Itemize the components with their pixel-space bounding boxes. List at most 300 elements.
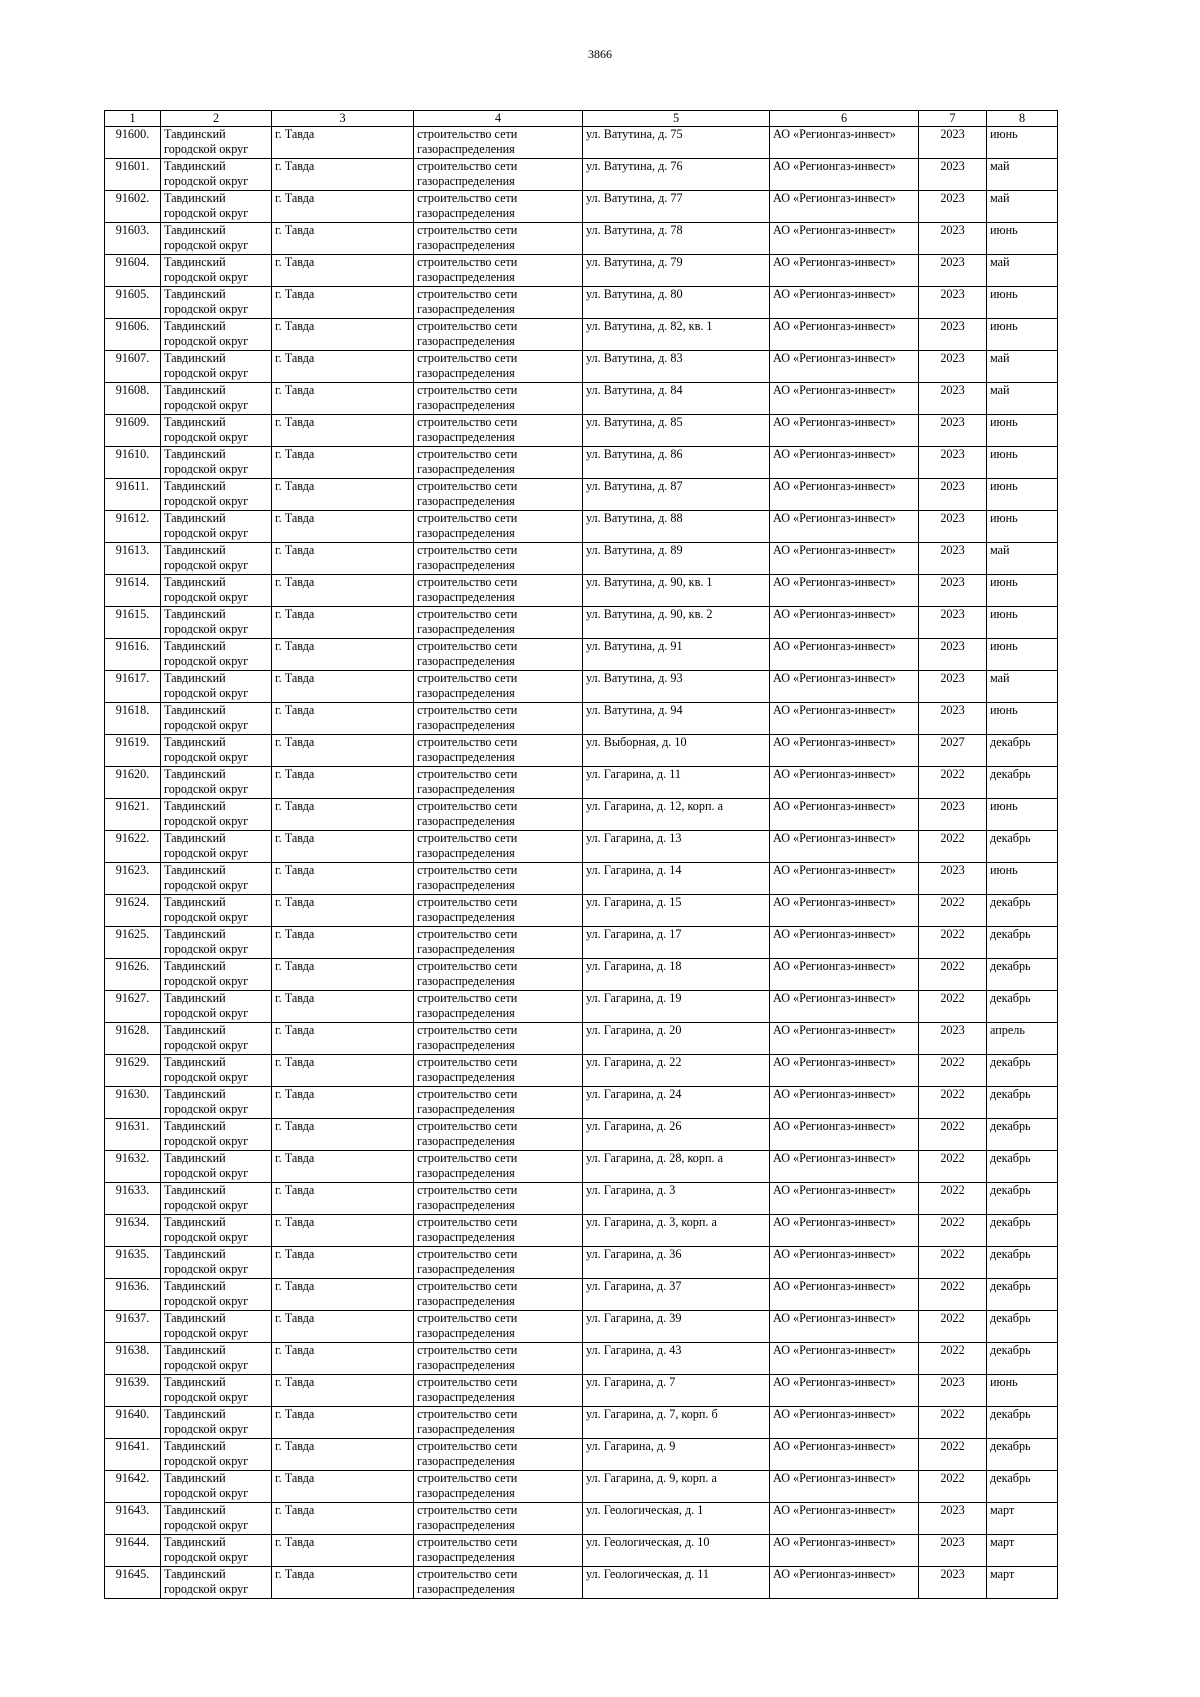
month-cell: июнь xyxy=(987,287,1058,319)
year-cell: 2023 xyxy=(919,543,987,575)
table-row xyxy=(105,255,1058,287)
month-cell: май xyxy=(987,255,1058,287)
row-number-cell: 91609. xyxy=(105,415,161,447)
work-type-cell xyxy=(414,127,583,159)
district-cell-line: городской округ xyxy=(164,878,249,892)
district-cell-line: Тавдинский xyxy=(164,927,226,941)
year-cell: 2022 xyxy=(919,959,987,991)
work-type-cell-line: газораспределения xyxy=(417,1550,515,1564)
month-cell: декабрь xyxy=(987,831,1058,863)
year-cell: 2023 xyxy=(919,287,987,319)
work-type-cell-line: газораспределения xyxy=(417,974,515,988)
row-number-cell: 91605. xyxy=(105,287,161,319)
district-cell-line: городской округ xyxy=(164,142,249,156)
month-cell: декабрь xyxy=(987,767,1058,799)
district-cell-line: Тавдинский xyxy=(164,1311,226,1325)
district-cell xyxy=(161,1087,272,1119)
year-cell: 2023 xyxy=(919,1375,987,1407)
year-cell: 2022 xyxy=(919,1119,987,1151)
table-row xyxy=(105,1503,1058,1535)
address-cell: ул. Ватутина, д. 78 xyxy=(583,223,770,255)
year-cell: 2027 xyxy=(919,735,987,767)
district-cell-line: Тавдинский xyxy=(164,1247,226,1261)
settlement-cell: г. Тавда xyxy=(272,1407,414,1439)
organization-cell: АО «Регионгаз-инвест» xyxy=(770,351,919,383)
district-cell-line: Тавдинский xyxy=(164,991,226,1005)
settlement-cell: г. Тавда xyxy=(272,351,414,383)
settlement-cell: г. Тавда xyxy=(272,1215,414,1247)
address-cell: ул. Геологическая, д. 11 xyxy=(583,1567,770,1599)
year-cell: 2023 xyxy=(919,799,987,831)
work-type-cell-line: газораспределения xyxy=(417,270,515,284)
district-cell-line: городской округ xyxy=(164,302,249,316)
column-header: 7 xyxy=(919,111,987,127)
table-row xyxy=(105,159,1058,191)
organization-cell: АО «Регионгаз-инвест» xyxy=(770,1311,919,1343)
table-row xyxy=(105,1439,1058,1471)
year-cell: 2023 xyxy=(919,159,987,191)
table-row xyxy=(105,575,1058,607)
settlement-cell: г. Тавда xyxy=(272,191,414,223)
district-cell-line: Тавдинский xyxy=(164,735,226,749)
work-type-cell-line: газораспределения xyxy=(417,1294,515,1308)
table-row xyxy=(105,927,1058,959)
year-cell: 2022 xyxy=(919,1087,987,1119)
district-cell xyxy=(161,799,272,831)
month-cell: декабрь xyxy=(987,1311,1058,1343)
organization-cell: АО «Регионгаз-инвест» xyxy=(770,1215,919,1247)
settlement-cell: г. Тавда xyxy=(272,127,414,159)
table-row xyxy=(105,1471,1058,1503)
work-type-cell xyxy=(414,1535,583,1567)
district-cell-line: городской округ xyxy=(164,1230,249,1244)
year-cell: 2023 xyxy=(919,351,987,383)
work-type-cell-line: строительство сети xyxy=(417,991,518,1005)
district-cell-line: Тавдинский xyxy=(164,415,226,429)
work-type-cell-line: строительство сети xyxy=(417,1343,518,1357)
district-cell-line: городской округ xyxy=(164,1518,249,1532)
row-number-cell: 91627. xyxy=(105,991,161,1023)
year-cell: 2022 xyxy=(919,1151,987,1183)
district-cell-line: Тавдинский xyxy=(164,895,226,909)
district-cell-line: городской округ xyxy=(164,590,249,604)
month-cell: декабрь xyxy=(987,1439,1058,1471)
row-number-cell: 91619. xyxy=(105,735,161,767)
organization-cell: АО «Регионгаз-инвест» xyxy=(770,1055,919,1087)
work-type-cell xyxy=(414,543,583,575)
month-cell: март xyxy=(987,1535,1058,1567)
district-cell-line: Тавдинский xyxy=(164,767,226,781)
work-type-cell-line: строительство сети xyxy=(417,287,518,301)
district-cell xyxy=(161,831,272,863)
work-type-cell-line: строительство сети xyxy=(417,383,518,397)
work-type-cell-line: газораспределения xyxy=(417,1518,515,1532)
work-type-cell-line: строительство сети xyxy=(417,1183,518,1197)
year-cell: 2023 xyxy=(919,255,987,287)
work-type-cell xyxy=(414,1247,583,1279)
organization-cell: АО «Регионгаз-инвест» xyxy=(770,191,919,223)
address-cell: ул. Ватутина, д. 89 xyxy=(583,543,770,575)
year-cell: 2023 xyxy=(919,639,987,671)
district-cell-line: Тавдинский xyxy=(164,1375,226,1389)
work-type-cell-line: газораспределения xyxy=(417,494,515,508)
month-cell: апрель xyxy=(987,1023,1058,1055)
address-cell: ул. Ватутина, д. 90, кв. 2 xyxy=(583,607,770,639)
district-cell-line: Тавдинский xyxy=(164,671,226,685)
organization-cell: АО «Регионгаз-инвест» xyxy=(770,1407,919,1439)
table-row xyxy=(105,1087,1058,1119)
work-type-cell xyxy=(414,1311,583,1343)
district-cell xyxy=(161,255,272,287)
work-type-cell-line: строительство сети xyxy=(417,959,518,973)
settlement-cell: г. Тавда xyxy=(272,1119,414,1151)
work-type-cell-line: газораспределения xyxy=(417,910,515,924)
year-cell: 2022 xyxy=(919,1311,987,1343)
settlement-cell: г. Тавда xyxy=(272,1247,414,1279)
year-cell: 2023 xyxy=(919,671,987,703)
district-cell-line: городской округ xyxy=(164,558,249,572)
work-type-cell-line: газораспределения xyxy=(417,1358,515,1372)
table-body xyxy=(105,127,1058,1599)
row-number-cell: 91621. xyxy=(105,799,161,831)
row-number-cell: 91625. xyxy=(105,927,161,959)
work-type-cell-line: газораспределения xyxy=(417,430,515,444)
column-number-header-row xyxy=(105,111,1058,127)
month-cell: июнь xyxy=(987,607,1058,639)
address-cell: ул. Гагарина, д. 13 xyxy=(583,831,770,863)
district-cell xyxy=(161,703,272,735)
work-type-cell xyxy=(414,1439,583,1471)
work-type-cell-line: строительство сети xyxy=(417,479,518,493)
year-cell: 2022 xyxy=(919,1215,987,1247)
address-cell: ул. Ватутина, д. 87 xyxy=(583,479,770,511)
work-type-cell-line: газораспределения xyxy=(417,1006,515,1020)
row-number-cell: 91606. xyxy=(105,319,161,351)
work-type-cell-line: строительство сети xyxy=(417,543,518,557)
work-type-cell-line: газораспределения xyxy=(417,366,515,380)
district-cell-line: Тавдинский xyxy=(164,1503,226,1517)
table-row xyxy=(105,127,1058,159)
work-type-cell-line: газораспределения xyxy=(417,398,515,412)
organization-cell: АО «Регионгаз-инвест» xyxy=(770,991,919,1023)
table-row xyxy=(105,351,1058,383)
work-type-cell-line: газораспределения xyxy=(417,1134,515,1148)
work-type-cell-line: строительство сети xyxy=(417,799,518,813)
district-cell xyxy=(161,223,272,255)
month-cell: март xyxy=(987,1567,1058,1599)
address-cell: ул. Ватутина, д. 93 xyxy=(583,671,770,703)
work-type-cell-line: строительство сети xyxy=(417,511,518,525)
work-type-cell-line: строительство сети xyxy=(417,127,518,141)
settlement-cell: г. Тавда xyxy=(272,1343,414,1375)
work-type-cell-line: газораспределения xyxy=(417,1166,515,1180)
address-cell: ул. Ватутина, д. 80 xyxy=(583,287,770,319)
year-cell: 2023 xyxy=(919,863,987,895)
address-cell: ул. Гагарина, д. 19 xyxy=(583,991,770,1023)
district-cell-line: Тавдинский xyxy=(164,639,226,653)
organization-cell: АО «Регионгаз-инвест» xyxy=(770,159,919,191)
month-cell: май xyxy=(987,351,1058,383)
month-cell: май xyxy=(987,543,1058,575)
district-cell-line: городской округ xyxy=(164,1358,249,1372)
address-cell: ул. Гагарина, д. 11 xyxy=(583,767,770,799)
organization-cell: АО «Регионгаз-инвест» xyxy=(770,127,919,159)
year-cell: 2022 xyxy=(919,1183,987,1215)
settlement-cell: г. Тавда xyxy=(272,927,414,959)
work-type-cell-line: газораспределения xyxy=(417,1262,515,1276)
work-type-cell xyxy=(414,927,583,959)
work-type-cell xyxy=(414,319,583,351)
district-cell-line: Тавдинский xyxy=(164,1439,226,1453)
settlement-cell: г. Тавда xyxy=(272,895,414,927)
organization-cell: АО «Регионгаз-инвест» xyxy=(770,479,919,511)
table-row xyxy=(105,895,1058,927)
organization-cell: АО «Регионгаз-инвест» xyxy=(770,1503,919,1535)
organization-cell: АО «Регионгаз-инвест» xyxy=(770,1375,919,1407)
work-type-cell xyxy=(414,223,583,255)
year-cell: 2022 xyxy=(919,1471,987,1503)
district-cell-line: городской округ xyxy=(164,1326,249,1340)
month-cell: июнь xyxy=(987,479,1058,511)
settlement-cell: г. Тавда xyxy=(272,223,414,255)
work-type-cell-line: газораспределения xyxy=(417,814,515,828)
district-cell xyxy=(161,1503,272,1535)
month-cell: декабрь xyxy=(987,959,1058,991)
district-cell-line: городской округ xyxy=(164,974,249,988)
address-cell: ул. Ватутина, д. 86 xyxy=(583,447,770,479)
column-header: 6 xyxy=(770,111,919,127)
work-type-cell-line: газораспределения xyxy=(417,1454,515,1468)
work-type-cell-line: газораспределения xyxy=(417,1070,515,1084)
district-cell-line: городской округ xyxy=(164,1422,249,1436)
district-cell xyxy=(161,671,272,703)
work-type-cell-line: газораспределения xyxy=(417,462,515,476)
district-cell-line: городской округ xyxy=(164,334,249,348)
month-cell: июнь xyxy=(987,319,1058,351)
district-cell-line: городской округ xyxy=(164,526,249,540)
month-cell: декабрь xyxy=(987,1407,1058,1439)
work-type-cell xyxy=(414,991,583,1023)
work-type-cell xyxy=(414,1119,583,1151)
table-row xyxy=(105,1343,1058,1375)
work-type-cell-line: газораспределения xyxy=(417,1326,515,1340)
address-cell: ул. Геологическая, д. 10 xyxy=(583,1535,770,1567)
organization-cell: АО «Регионгаз-инвест» xyxy=(770,1183,919,1215)
district-cell-line: Тавдинский xyxy=(164,159,226,173)
district-cell-line: городской округ xyxy=(164,1582,249,1596)
settlement-cell: г. Тавда xyxy=(272,1567,414,1599)
district-cell xyxy=(161,1311,272,1343)
year-cell: 2023 xyxy=(919,1023,987,1055)
settlement-cell: г. Тавда xyxy=(272,479,414,511)
address-cell: ул. Ватутина, д. 79 xyxy=(583,255,770,287)
work-type-cell xyxy=(414,1567,583,1599)
district-cell-line: городской округ xyxy=(164,462,249,476)
district-cell-line: городской округ xyxy=(164,206,249,220)
row-number-cell: 91622. xyxy=(105,831,161,863)
work-type-cell-line: газораспределения xyxy=(417,302,515,316)
organization-cell: АО «Регионгаз-инвест» xyxy=(770,255,919,287)
row-number-cell: 91645. xyxy=(105,1567,161,1599)
year-cell: 2022 xyxy=(919,895,987,927)
work-type-cell-line: газораспределения xyxy=(417,878,515,892)
row-number-cell: 91644. xyxy=(105,1535,161,1567)
table-row xyxy=(105,319,1058,351)
organization-cell: АО «Регионгаз-инвест» xyxy=(770,1087,919,1119)
table-row xyxy=(105,703,1058,735)
settlement-cell: г. Тавда xyxy=(272,1055,414,1087)
month-cell: июнь xyxy=(987,863,1058,895)
work-type-cell-line: газораспределения xyxy=(417,526,515,540)
district-cell xyxy=(161,543,272,575)
district-cell-line: Тавдинский xyxy=(164,1215,226,1229)
year-cell: 2023 xyxy=(919,607,987,639)
month-cell: май xyxy=(987,159,1058,191)
address-cell: ул. Гагарина, д. 20 xyxy=(583,1023,770,1055)
work-type-cell xyxy=(414,415,583,447)
work-type-cell-line: газораспределения xyxy=(417,1198,515,1212)
work-type-cell-line: строительство сети xyxy=(417,159,518,173)
work-type-cell xyxy=(414,1343,583,1375)
month-cell: июнь xyxy=(987,127,1058,159)
address-cell: ул. Гагарина, д. 43 xyxy=(583,1343,770,1375)
column-header: 5 xyxy=(583,111,770,127)
work-type-cell-line: газораспределения xyxy=(417,686,515,700)
table-row xyxy=(105,639,1058,671)
district-cell-line: городской округ xyxy=(164,430,249,444)
district-cell-line: Тавдинский xyxy=(164,479,226,493)
address-cell: ул. Ватутина, д. 77 xyxy=(583,191,770,223)
address-cell: ул. Гагарина, д. 17 xyxy=(583,927,770,959)
month-cell: декабрь xyxy=(987,1343,1058,1375)
work-type-cell xyxy=(414,703,583,735)
work-type-cell-line: газораспределения xyxy=(417,1230,515,1244)
work-type-cell xyxy=(414,1215,583,1247)
settlement-cell: г. Тавда xyxy=(272,735,414,767)
month-cell: декабрь xyxy=(987,1087,1058,1119)
district-cell-line: Тавдинский xyxy=(164,255,226,269)
district-cell-line: городской округ xyxy=(164,846,249,860)
work-type-cell xyxy=(414,383,583,415)
row-number-cell: 91628. xyxy=(105,1023,161,1055)
settlement-cell: г. Тавда xyxy=(272,415,414,447)
district-cell-line: Тавдинский xyxy=(164,703,226,717)
district-cell-line: городской округ xyxy=(164,1070,249,1084)
table-row xyxy=(105,447,1058,479)
district-cell xyxy=(161,319,272,351)
year-cell: 2023 xyxy=(919,575,987,607)
address-cell: ул. Ватутина, д. 85 xyxy=(583,415,770,447)
district-cell-line: Тавдинский xyxy=(164,383,226,397)
district-cell xyxy=(161,511,272,543)
work-type-cell-line: строительство сети xyxy=(417,1471,518,1485)
month-cell: март xyxy=(987,1503,1058,1535)
work-type-cell-line: строительство сети xyxy=(417,1087,518,1101)
settlement-cell: г. Тавда xyxy=(272,447,414,479)
district-cell xyxy=(161,607,272,639)
district-cell-line: городской округ xyxy=(164,1550,249,1564)
work-type-cell-line: строительство сети xyxy=(417,1119,518,1133)
address-cell: ул. Гагарина, д. 22 xyxy=(583,1055,770,1087)
organization-cell: АО «Регионгаз-инвест» xyxy=(770,447,919,479)
settlement-cell: г. Тавда xyxy=(272,799,414,831)
work-type-cell-line: газораспределения xyxy=(417,1102,515,1116)
address-cell: ул. Гагарина, д. 9, корп. а xyxy=(583,1471,770,1503)
settlement-cell: г. Тавда xyxy=(272,575,414,607)
organization-cell: АО «Регионгаз-инвест» xyxy=(770,287,919,319)
table-row xyxy=(105,1119,1058,1151)
table-row xyxy=(105,607,1058,639)
year-cell: 2022 xyxy=(919,1279,987,1311)
work-type-cell-line: строительство сети xyxy=(417,895,518,909)
organization-cell: АО «Регионгаз-инвест» xyxy=(770,671,919,703)
settlement-cell: г. Тавда xyxy=(272,255,414,287)
address-cell: ул. Ватутина, д. 94 xyxy=(583,703,770,735)
district-cell-line: городской округ xyxy=(164,1102,249,1116)
district-cell-line: городской округ xyxy=(164,1486,249,1500)
table-row xyxy=(105,287,1058,319)
address-cell: ул. Гагарина, д. 24 xyxy=(583,1087,770,1119)
district-cell-line: Тавдинский xyxy=(164,1055,226,1069)
settlement-cell: г. Тавда xyxy=(272,831,414,863)
district-cell xyxy=(161,1343,272,1375)
table-row xyxy=(105,1055,1058,1087)
organization-cell: АО «Регионгаз-инвест» xyxy=(770,767,919,799)
work-type-cell-line: газораспределения xyxy=(417,654,515,668)
month-cell: декабрь xyxy=(987,895,1058,927)
row-number-cell: 91641. xyxy=(105,1439,161,1471)
work-type-cell xyxy=(414,1055,583,1087)
work-type-cell xyxy=(414,607,583,639)
settlement-cell: г. Тавда xyxy=(272,1023,414,1055)
work-type-cell-line: газораспределения xyxy=(417,174,515,188)
work-type-cell xyxy=(414,639,583,671)
address-cell: ул. Гагарина, д. 3, корп. а xyxy=(583,1215,770,1247)
month-cell: декабрь xyxy=(987,1055,1058,1087)
table-row xyxy=(105,831,1058,863)
work-type-cell-line: газораспределения xyxy=(417,558,515,572)
settlement-cell: г. Тавда xyxy=(272,511,414,543)
district-cell xyxy=(161,639,272,671)
row-number-cell: 91614. xyxy=(105,575,161,607)
district-cell-line: Тавдинский xyxy=(164,575,226,589)
work-type-cell-line: газораспределения xyxy=(417,142,515,156)
month-cell: декабрь xyxy=(987,735,1058,767)
district-cell-line: Тавдинский xyxy=(164,1023,226,1037)
year-cell: 2023 xyxy=(919,191,987,223)
row-number-cell: 91601. xyxy=(105,159,161,191)
organization-cell: АО «Регионгаз-инвест» xyxy=(770,703,919,735)
work-type-cell-line: газораспределения xyxy=(417,334,515,348)
district-cell-line: городской округ xyxy=(164,1198,249,1212)
settlement-cell: г. Тавда xyxy=(272,1151,414,1183)
work-type-cell-line: строительство сети xyxy=(417,735,518,749)
row-number-cell: 91633. xyxy=(105,1183,161,1215)
table-row xyxy=(105,543,1058,575)
settlement-cell: г. Тавда xyxy=(272,1471,414,1503)
organization-cell: АО «Регионгаз-инвест» xyxy=(770,319,919,351)
table-row xyxy=(105,1535,1058,1567)
organization-cell: АО «Регионгаз-инвест» xyxy=(770,831,919,863)
address-cell: ул. Гагарина, д. 15 xyxy=(583,895,770,927)
district-cell xyxy=(161,959,272,991)
month-cell: июнь xyxy=(987,223,1058,255)
district-cell-line: Тавдинский xyxy=(164,511,226,525)
table-row xyxy=(105,671,1058,703)
district-cell-line: Тавдинский xyxy=(164,1279,226,1293)
district-cell-line: городской округ xyxy=(164,1390,249,1404)
work-type-cell xyxy=(414,1503,583,1535)
